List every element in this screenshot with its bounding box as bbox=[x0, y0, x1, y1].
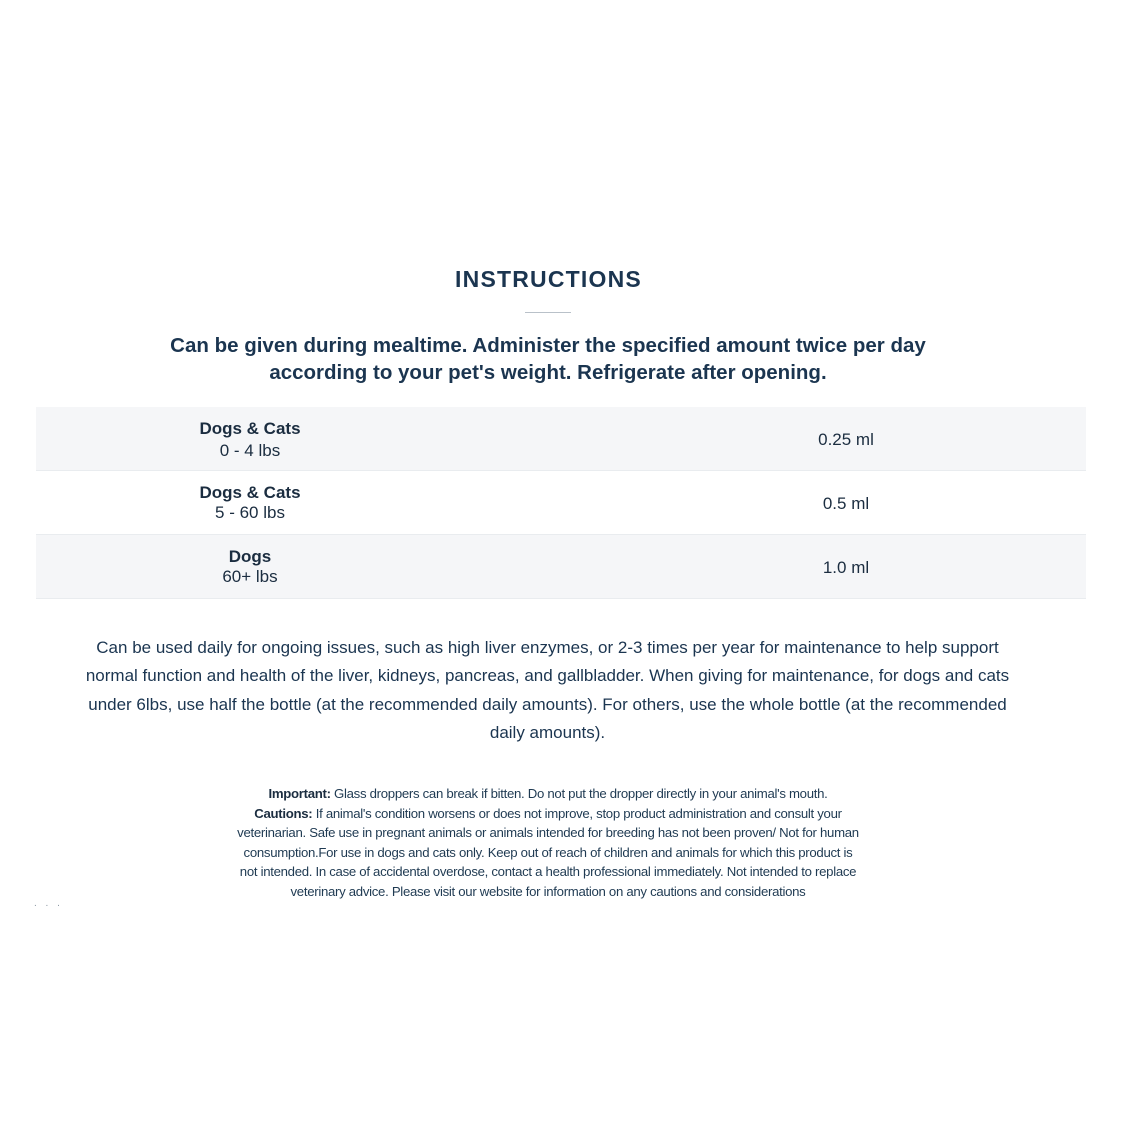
weight-range: 5 - 60 lbs bbox=[215, 503, 285, 522]
table-row bbox=[36, 471, 1086, 535]
cautions-label: Cautions: bbox=[254, 805, 313, 821]
usage-line-3: under 6lbs, use half the bottle (at the recommended daily amounts). For others, use the whole bottle (at the recommended bbox=[88, 694, 1007, 714]
usage-line-4: daily amounts). bbox=[489, 722, 606, 742]
dose-amount: 0.5 ml bbox=[822, 494, 870, 513]
usage-line-1: Can be used daily for ongoing issues, such as high liver enzymes, or 2-3 times per year for maintenance to help support bbox=[96, 638, 999, 657]
species-label: Dogs & Cats bbox=[199, 419, 301, 438]
cautions-line-2: veterinarian. Safe use in pregnant animals or animals intended for breeding has not been proven/ Not for human bbox=[237, 825, 859, 840]
intro-text bbox=[160, 332, 936, 386]
page-title: INSTRUCTIONS bbox=[455, 266, 642, 292]
stray-dots: . . . bbox=[34, 898, 63, 909]
important-line bbox=[190, 784, 906, 804]
weight-range: 0 - 4 lbs bbox=[219, 441, 281, 460]
table-row bbox=[36, 535, 1086, 599]
cautions-text: If animal's condition worsens or does not improve, stop product administration and consult your bbox=[312, 805, 842, 821]
species-label: Dogs bbox=[228, 547, 272, 566]
dose-amount: 1.0 ml bbox=[822, 558, 870, 577]
usage-line-2: normal function and health of the liver, kidneys, pancreas, and gallbladder. When giving for maintenance, for dogs and cats bbox=[85, 666, 1010, 686]
cautions-line-5: veterinary advice. Please visit our website for information on any cautions and considerations bbox=[290, 883, 806, 899]
usage-text bbox=[60, 634, 1035, 747]
dosage-table bbox=[36, 407, 1086, 599]
important-text: Glass droppers can break if bitten. Do not put the dropper directly in your animal's mouth. bbox=[330, 786, 828, 801]
table-row bbox=[36, 407, 1086, 471]
species-label: Dogs & Cats bbox=[199, 483, 301, 502]
intro-line-2: according to your pet's weight. Refrigerate after opening. bbox=[269, 361, 827, 384]
dose-amount: 0.25 ml bbox=[818, 430, 874, 449]
intro-line-1: Can be given during mealtime. Administer the specified amount twice per day bbox=[170, 334, 926, 357]
cautions-line bbox=[190, 804, 906, 824]
weight-range: 60+ lbs bbox=[222, 567, 278, 586]
cautions-line-3: consumption.For use in dogs and cats only. Keep out of reach of children and animals for which this product is bbox=[243, 844, 853, 860]
cautions-line-4: not intended. In case of accidental overdose, contact a health professional immediately. Not intended to replace bbox=[239, 864, 857, 879]
warnings-block bbox=[190, 784, 906, 901]
important-label: Important: bbox=[268, 786, 331, 801]
title-divider bbox=[525, 312, 571, 313]
